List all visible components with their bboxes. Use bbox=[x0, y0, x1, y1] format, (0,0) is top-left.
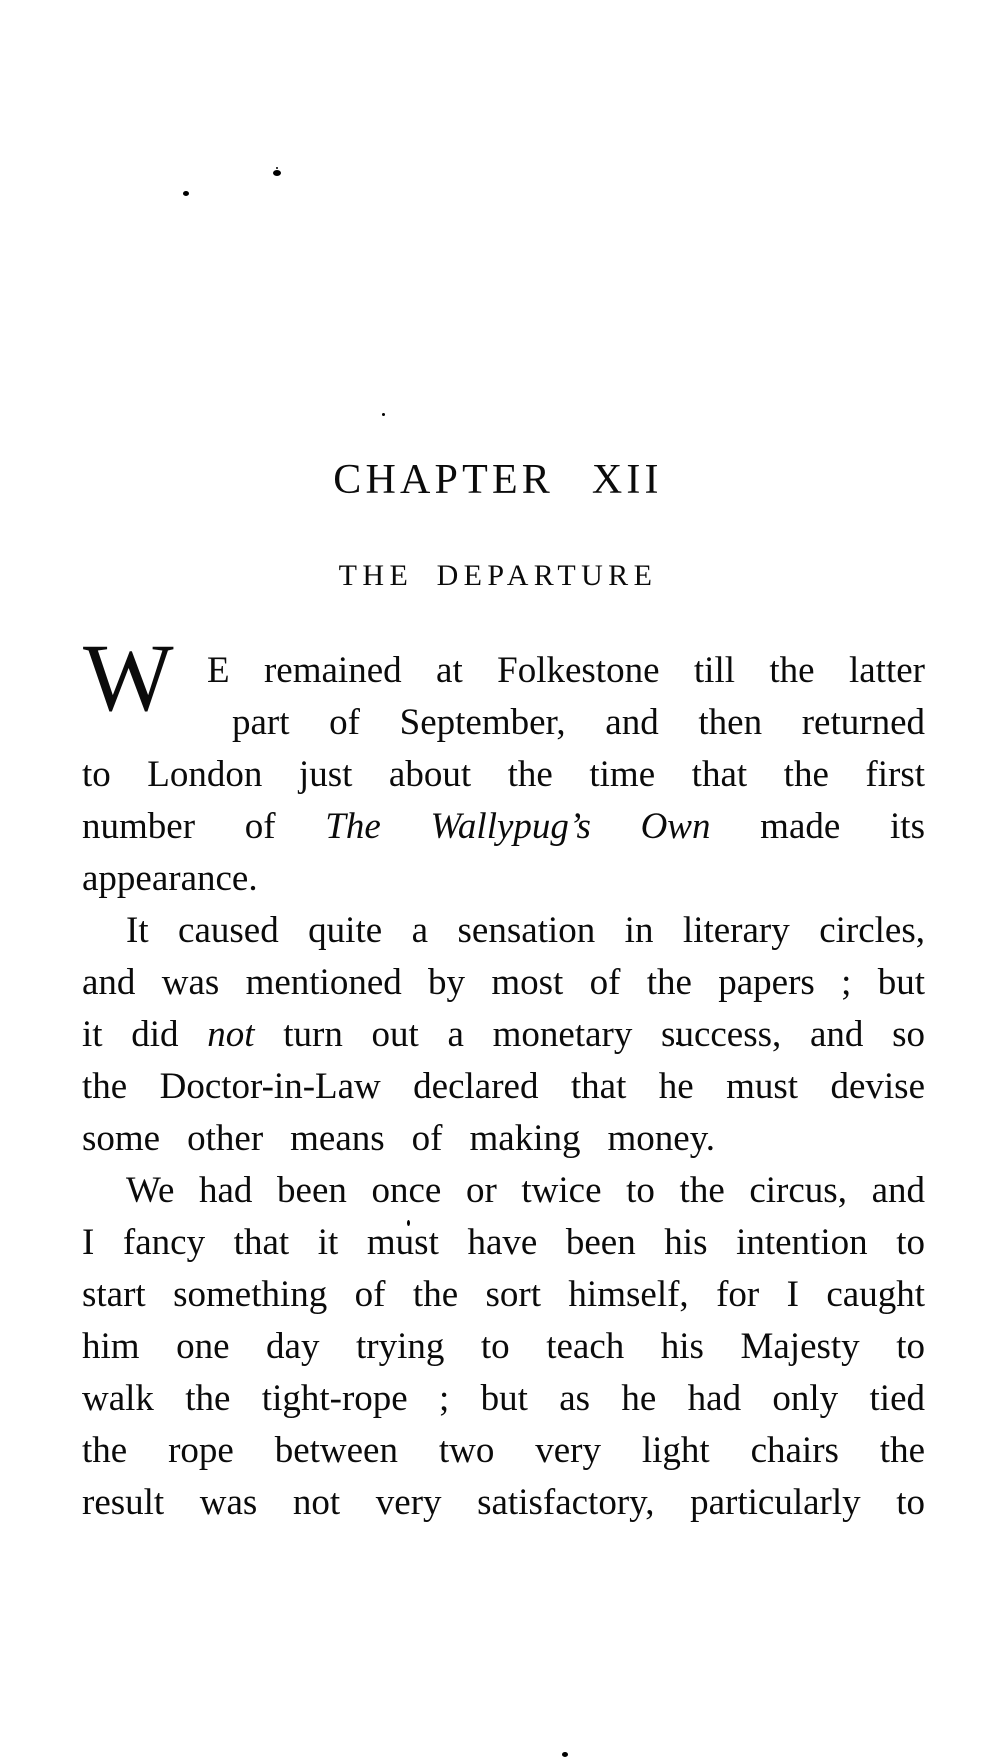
text-line bbox=[82, 957, 925, 1009]
text-segment: it did bbox=[82, 1014, 208, 1055]
text-segment: the Doctor-in-Law declared that he must devise bbox=[82, 1066, 925, 1107]
body-text bbox=[82, 645, 925, 1529]
text-segment: E remained at Folkestone till the latter bbox=[207, 650, 925, 691]
text-segment: some other means of making money. bbox=[82, 1118, 716, 1159]
text-line bbox=[82, 1009, 925, 1061]
text-line bbox=[82, 697, 925, 749]
text-segment: start something of the sort himself, for I caught bbox=[82, 1274, 925, 1315]
text-line bbox=[82, 1165, 925, 1217]
text-line bbox=[82, 1477, 925, 1529]
text-line bbox=[82, 1321, 925, 1373]
text-segment: I fancy that it must have been his intention to bbox=[82, 1222, 925, 1263]
text-segment: him one day trying to teach his Majesty to bbox=[82, 1326, 925, 1367]
italic-text-segment: The Wallypug’s Own bbox=[325, 806, 711, 847]
text-segment: It caused quite a sensation in literary circles, bbox=[126, 910, 925, 951]
text-segment: walk the tight-rope ; but as he had only tied bbox=[82, 1378, 925, 1419]
text-line bbox=[82, 1269, 925, 1321]
text-line bbox=[82, 1373, 925, 1425]
text-line bbox=[82, 801, 925, 853]
text-segment: turn out a monetary success, and so bbox=[254, 1014, 925, 1055]
text-line bbox=[82, 749, 925, 801]
text-line bbox=[82, 1425, 925, 1477]
text-line bbox=[82, 645, 925, 697]
scan-speck bbox=[273, 170, 281, 176]
italic-text-segment: not bbox=[207, 1014, 255, 1055]
text-segment: the rope between two very light chairs the bbox=[82, 1430, 925, 1471]
text-line bbox=[82, 853, 925, 905]
section-title: THE DEPARTURE bbox=[338, 559, 658, 592]
drop-cap: W bbox=[83, 624, 174, 731]
text-segment: We had been once or twice to the circus, and bbox=[126, 1170, 925, 1211]
text-segment: part of September, and then returned bbox=[232, 702, 925, 743]
text-segment: and was mentioned by most of the papers ; but bbox=[82, 962, 925, 1003]
text-line bbox=[82, 1061, 925, 1113]
scan-speck bbox=[382, 413, 385, 416]
text-line bbox=[82, 1217, 925, 1269]
text-segment: to London just about the time that the first bbox=[82, 754, 925, 795]
text-line bbox=[82, 905, 925, 957]
text-segment: result was not very satisfactory, particularly to bbox=[82, 1482, 925, 1523]
chapter-heading: CHAPTER XII bbox=[333, 457, 663, 503]
scan-speck bbox=[562, 1752, 568, 1757]
text-segment: appearance. bbox=[82, 858, 258, 899]
text-segment: number of bbox=[82, 806, 326, 847]
scan-speck bbox=[276, 167, 278, 169]
scan-speck bbox=[183, 191, 189, 196]
text-segment: made its bbox=[710, 806, 925, 847]
text-line bbox=[82, 1113, 925, 1165]
